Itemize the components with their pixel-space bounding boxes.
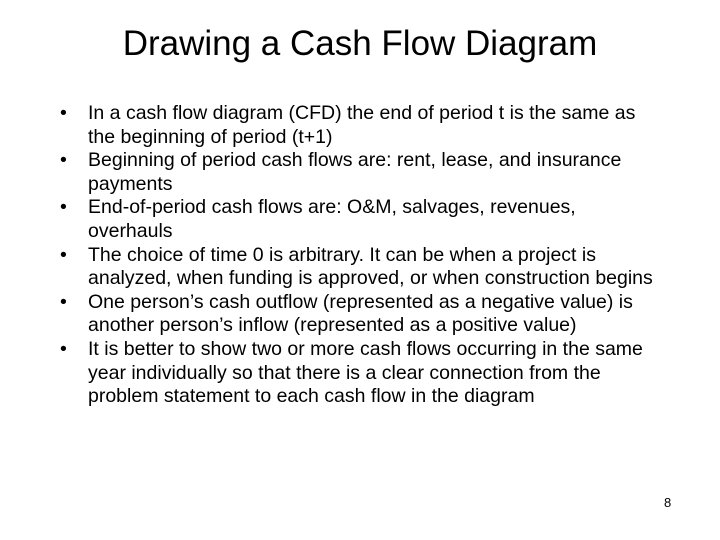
bullet-list	[60, 102, 660, 409]
bullet-item	[60, 196, 660, 243]
bullet-icon: •	[60, 337, 67, 360]
bullet-item	[60, 244, 660, 291]
bullet-icon: •	[60, 290, 67, 313]
bullet-text: Beginning of period cash flows are: rent, lease, and insurance payments	[88, 149, 622, 195]
bullet-icon: •	[60, 102, 67, 124]
bullet-text: It is better to show two or more cash flows occurring in the same year individually so that there is a clear connection from the problem statement to each cash flow in the diagram	[88, 337, 643, 408]
bullet-icon: •	[60, 243, 67, 266]
bullet-icon: •	[60, 149, 67, 172]
bullet-item	[60, 149, 660, 196]
bullet-text: The choice of time 0 is arbitrary. It can be when a project is analyzed, when funding is approved, or when construction begins	[88, 243, 653, 290]
slide-title: Drawing a Cash Flow Diagram	[122, 24, 598, 63]
bullet-text: End-of-period cash flows are: O&M, salvages, revenues, overhauls	[88, 196, 576, 242]
page-number: 8	[664, 495, 672, 510]
bullet-item	[60, 291, 660, 338]
bullet-text: One person’s cash outflow (represented as a negative value) is another person’s inflow (represented as a positive value)	[88, 290, 633, 337]
bullet-item	[60, 338, 660, 409]
bullet-item	[60, 102, 660, 149]
bullet-icon: •	[60, 196, 67, 219]
bullet-text: In a cash flow diagram (CFD) the end of period t is the same as the beginning of period (t+1)	[88, 102, 636, 148]
